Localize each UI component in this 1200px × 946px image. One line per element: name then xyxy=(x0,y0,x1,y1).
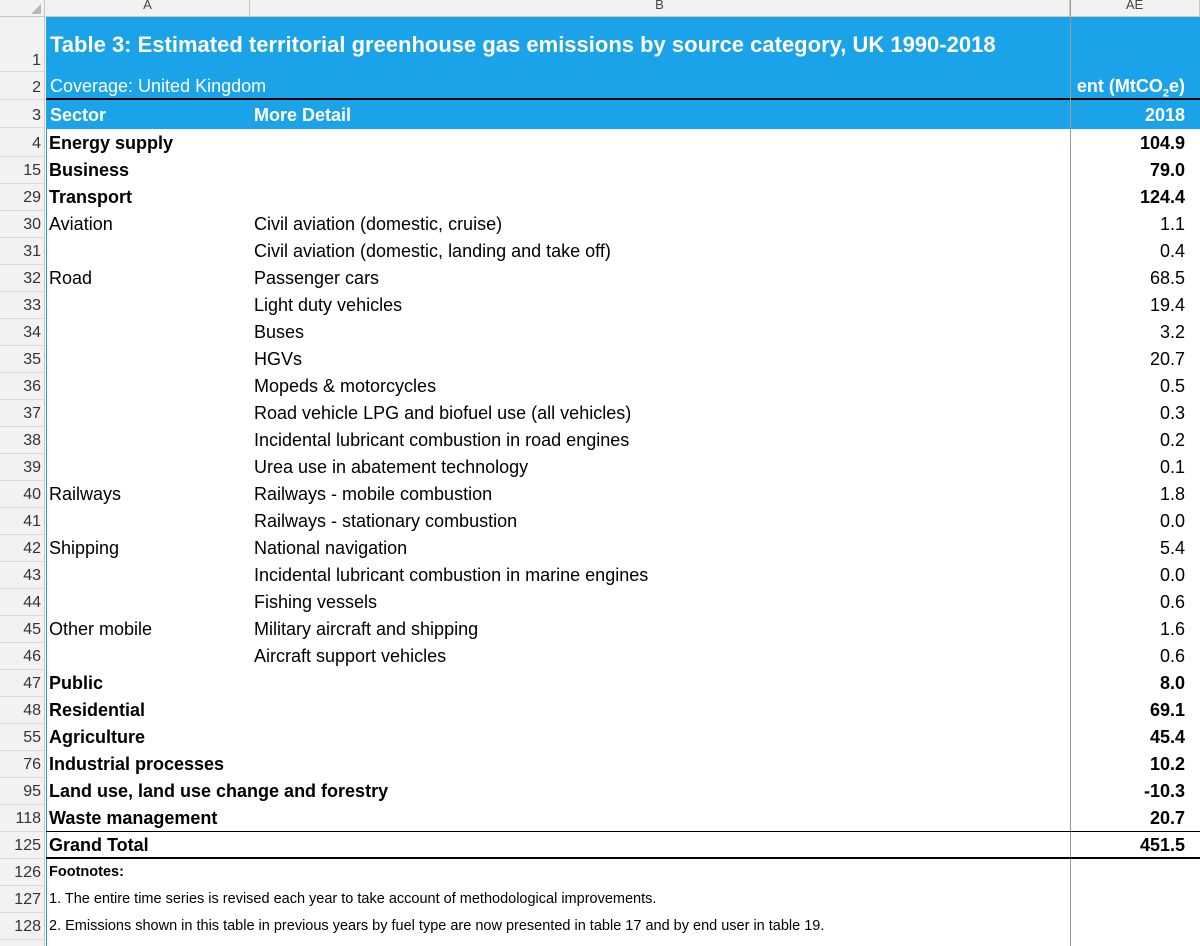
value-cell[interactable]: 0.4 xyxy=(1159,241,1185,261)
column-header-b[interactable]: B xyxy=(250,0,1070,17)
row-number[interactable]: 39 xyxy=(0,454,44,481)
detail-cell[interactable]: Buses xyxy=(254,322,305,342)
value-cell[interactable]: 3.2 xyxy=(1159,322,1185,342)
sector-cell[interactable]: Road xyxy=(49,268,93,288)
value-cell[interactable]: 79.0 xyxy=(1149,160,1185,180)
row-number[interactable]: 41 xyxy=(0,508,44,535)
value-cell[interactable]: 19.4 xyxy=(1149,295,1185,315)
sector-cell[interactable]: Residential xyxy=(49,700,146,720)
sector-cell[interactable]: Transport xyxy=(49,187,133,207)
sector-cell[interactable]: Public xyxy=(49,673,104,693)
sector-column-header[interactable]: Sector xyxy=(50,105,107,125)
row-number[interactable]: 126 xyxy=(0,859,44,886)
unit-prefix: ent (MtCO xyxy=(1076,76,1163,96)
value-cell[interactable]: 0.6 xyxy=(1159,646,1185,666)
detail-cell[interactable]: Military aircraft and shipping xyxy=(254,619,479,639)
row-number[interactable]: 43 xyxy=(0,562,44,589)
detail-cell[interactable]: Light duty vehicles xyxy=(254,295,403,315)
row-number[interactable]: 44 xyxy=(0,589,44,616)
row-number[interactable]: 3 xyxy=(0,104,44,128)
value-cell[interactable]: 45.4 xyxy=(1149,727,1185,747)
value-cell[interactable]: 0.3 xyxy=(1159,403,1185,423)
row-number[interactable]: 37 xyxy=(0,400,44,427)
value-cell[interactable]: 0.6 xyxy=(1159,592,1185,612)
row-number[interactable]: 38 xyxy=(0,427,44,454)
row-number[interactable]: 95 xyxy=(0,778,44,805)
value-cell[interactable]: 104.9 xyxy=(1139,133,1185,153)
row-number[interactable]: 128 xyxy=(0,913,44,940)
unit-subscript: 2 xyxy=(1162,87,1169,100)
detail-cell[interactable]: National navigation xyxy=(254,538,408,558)
row-number[interactable]: 47 xyxy=(0,670,44,697)
grand-total-top-border xyxy=(46,831,1200,832)
detail-cell[interactable]: Civil aviation (domestic, cruise) xyxy=(254,214,503,234)
row-number[interactable]: 42 xyxy=(0,535,44,562)
row-number[interactable]: 125 xyxy=(0,832,44,859)
unit-suffix: e) xyxy=(1168,76,1185,96)
coverage-label[interactable]: Coverage: United Kingdom xyxy=(50,76,267,96)
sector-cell[interactable]: Railways xyxy=(49,484,122,504)
detail-cell[interactable]: Passenger cars xyxy=(254,268,380,288)
value-cell[interactable]: 20.7 xyxy=(1149,808,1185,828)
value-cell[interactable]: 68.5 xyxy=(1149,268,1185,288)
value-cell[interactable]: 8.0 xyxy=(1159,673,1185,693)
detail-cell[interactable]: Railways - mobile combustion xyxy=(254,484,493,504)
row-number[interactable]: 32 xyxy=(0,265,44,292)
row-number[interactable]: 48 xyxy=(0,697,44,724)
footnote-cell[interactable]: Footnotes: xyxy=(49,864,124,880)
row-number[interactable]: 45 xyxy=(0,616,44,643)
row-number[interactable]: 2 xyxy=(0,76,44,100)
value-cell[interactable]: 0.5 xyxy=(1159,376,1185,396)
row-number[interactable]: 35 xyxy=(0,346,44,373)
sector-cell[interactable]: Shipping xyxy=(49,538,120,558)
row-number[interactable]: 40 xyxy=(0,481,44,508)
value-cell[interactable]: -10.3 xyxy=(1143,781,1185,801)
value-cell[interactable]: 69.1 xyxy=(1149,700,1185,720)
sector-cell[interactable]: Land use, land use change and forestry xyxy=(49,781,389,801)
frozen-pane-divider xyxy=(1070,0,1071,946)
detail-cell[interactable]: HGVs xyxy=(254,349,303,369)
column-a-border xyxy=(46,128,47,946)
value-cell[interactable]: 1.8 xyxy=(1159,484,1185,504)
detail-cell[interactable]: Aircraft support vehicles xyxy=(254,646,447,666)
value-cell[interactable]: 0.0 xyxy=(1159,511,1185,531)
footnote-cell[interactable]: 1. The entire time series is revised each year to take account of methodological improvements. xyxy=(49,891,657,907)
footnote-cell[interactable]: 2. Emissions shown in this table in previous years by fuel type are now presented in table 17 and by end user in table 19. xyxy=(49,918,825,934)
value-cell[interactable]: 5.4 xyxy=(1159,538,1185,558)
sector-cell[interactable]: Agriculture xyxy=(49,727,146,747)
header-divider-bottom xyxy=(46,127,1200,129)
value-cell[interactable]: 1.1 xyxy=(1159,214,1185,234)
detail-cell[interactable]: Incidental lubricant combustion in marine engines xyxy=(254,565,649,585)
value-cell[interactable]: 451.5 xyxy=(1139,835,1185,855)
detail-cell[interactable]: Civil aviation (domestic, landing and take off) xyxy=(254,241,611,261)
row-number[interactable]: 1 xyxy=(0,50,44,72)
value-cell[interactable]: 0.2 xyxy=(1159,430,1185,450)
sector-cell[interactable]: Aviation xyxy=(49,214,113,234)
select-all-corner[interactable] xyxy=(0,0,45,17)
grand-total-bottom-border xyxy=(46,857,1200,859)
row-number[interactable]: 34 xyxy=(0,319,44,346)
row-number[interactable]: 31 xyxy=(0,238,44,265)
year-column-header[interactable]: 2018 xyxy=(1144,105,1185,125)
value-cell[interactable]: 0.0 xyxy=(1159,565,1185,585)
detail-cell[interactable]: Urea use in abatement technology xyxy=(254,457,529,477)
value-cell[interactable]: 0.1 xyxy=(1159,457,1185,477)
sector-cell[interactable]: Energy supply xyxy=(49,133,174,153)
column-header-ae[interactable]: AE xyxy=(1070,0,1200,17)
table-title[interactable]: Table 3: Estimated territorial greenhouse gas emissions by source category, UK 1990-2018 xyxy=(50,32,996,57)
row-number[interactable]: 33 xyxy=(0,292,44,319)
header-divider-top xyxy=(46,98,1200,100)
row-number[interactable]: 76 xyxy=(0,751,44,778)
column-header-a[interactable]: A xyxy=(46,0,250,17)
sector-cell[interactable]: Waste management xyxy=(49,808,218,828)
row-number[interactable]: 118 xyxy=(0,805,44,832)
unit-label[interactable] xyxy=(1072,76,1185,100)
row-number[interactable]: 29 xyxy=(0,184,44,211)
row-number[interactable]: 15 xyxy=(0,157,44,184)
row-number[interactable]: 36 xyxy=(0,373,44,400)
sector-cell[interactable]: Business xyxy=(49,160,130,180)
row-number[interactable]: 46 xyxy=(0,643,44,670)
detail-cell[interactable]: Road vehicle LPG and biofuel use (all vehicles) xyxy=(254,403,632,423)
row-number[interactable]: 30 xyxy=(0,211,44,238)
row-number[interactable]: 4 xyxy=(0,130,44,157)
sector-cell[interactable]: Other mobile xyxy=(49,619,153,639)
detail-column-header[interactable]: More Detail xyxy=(254,105,352,125)
select-all-icon xyxy=(31,4,41,14)
row-number[interactable]: 127 xyxy=(0,886,44,913)
value-cell[interactable]: 20.7 xyxy=(1149,349,1185,369)
sector-cell[interactable]: Industrial processes xyxy=(49,754,225,774)
detail-cell[interactable]: Mopeds & motorcycles xyxy=(254,376,437,396)
detail-cell[interactable]: Fishing vessels xyxy=(254,592,378,612)
sector-cell[interactable]: Grand Total xyxy=(49,835,149,855)
value-cell[interactable]: 124.4 xyxy=(1139,187,1185,207)
row-number[interactable]: 55 xyxy=(0,724,44,751)
detail-cell[interactable]: Incidental lubricant combustion in road engines xyxy=(254,430,630,450)
value-cell[interactable]: 10.2 xyxy=(1149,754,1185,774)
value-cell[interactable]: 1.6 xyxy=(1159,619,1185,639)
detail-cell[interactable]: Railways - stationary combustion xyxy=(254,511,518,531)
